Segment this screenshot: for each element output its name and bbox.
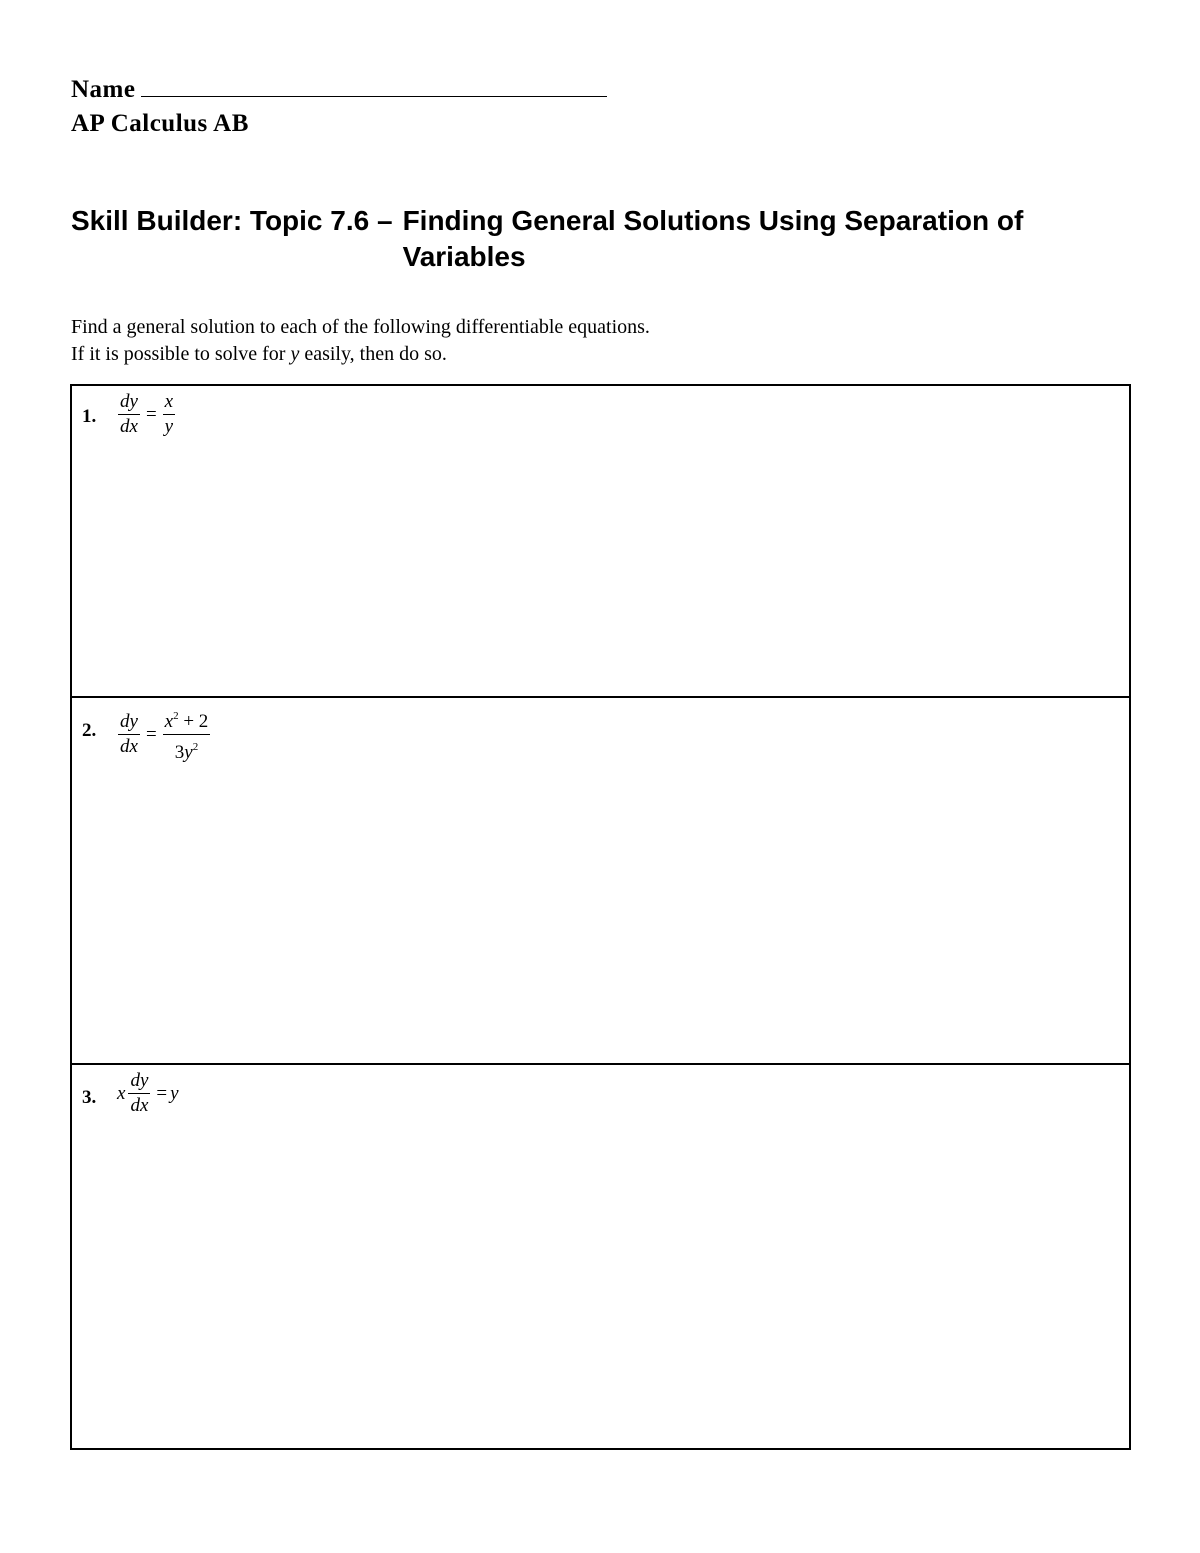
problem-1-equation [115,392,178,437]
title-prefix: Skill Builder: Topic 7.6 – [71,205,393,236]
problem-1-lhs-denominator: dx [120,416,138,437]
instructions-line-2-after: easily, then do so. [304,343,447,365]
problem-2-rhs-denominator [173,735,200,763]
problem-2-rhs-num-rest: + 2 [183,711,209,732]
name-blank-line[interactable] [141,72,607,97]
instructions [71,314,650,368]
problem-3-equals: = [156,1082,168,1104]
name-line [71,72,607,106]
problem-2-rhs-numerator [163,706,211,735]
problem-3-lhs-numerator: dy [128,1071,150,1094]
name-label: Name [71,76,136,103]
problem-2-equation [115,706,213,763]
problem-1-rhs-denominator: y [164,416,174,437]
problem-3-rhs: y [170,1082,179,1104]
problem-2-rhs-num-var: x [164,711,174,732]
instructions-line-2-before: If it is possible to solve for [71,343,286,365]
problem-3-lhs-denominator: dx [130,1095,149,1116]
problem-2-lhs-denominator: dx [120,736,138,757]
title-main [403,203,1024,275]
problem-2-rhs-num-exponent: 2 [173,710,179,722]
problem-1-rhs-fraction [163,392,175,437]
problem-2-box[interactable] [72,696,1129,1063]
problems-table [70,384,1131,1450]
problem-1-rhs-numerator: x [163,392,175,415]
problem-2-lhs-numerator: dy [118,712,140,735]
instructions-line-2 [71,341,650,368]
instructions-line-1: Find a general solution to each of the following differentiable equations. [71,316,650,338]
title-line-1: Finding General Solutions Using Separation of [402,205,1024,236]
problem-2-lhs-fraction [118,712,140,757]
instructions-variable: y [290,343,300,365]
problem-1-box[interactable] [72,386,1129,696]
course-label: AP Calculus AB [71,110,249,137]
problem-2-rhs-den-coef: 3 [174,742,185,763]
problem-3-number: 3. [82,1087,97,1108]
title-line-2: Variables [402,241,526,272]
problem-3-box[interactable] [72,1063,1129,1448]
header [71,72,607,142]
problem-2-rhs-den-exponent: 2 [192,741,199,753]
problem-1-lhs-numerator: dy [118,392,140,415]
problem-1-number: 1. [82,406,97,427]
problem-1-lhs-fraction [118,392,140,437]
problem-3-equation [117,1071,179,1116]
problem-2-rhs-fraction [163,706,211,763]
problem-3-prefix-var: x [117,1082,126,1104]
worksheet-title [71,203,1023,275]
problem-3-lhs-fraction [128,1071,150,1116]
problem-1-equals: = [145,403,157,425]
problem-2-rhs-den-var: y [184,742,193,763]
problem-2-equals: = [145,723,157,745]
problem-2-number: 2. [82,720,97,741]
